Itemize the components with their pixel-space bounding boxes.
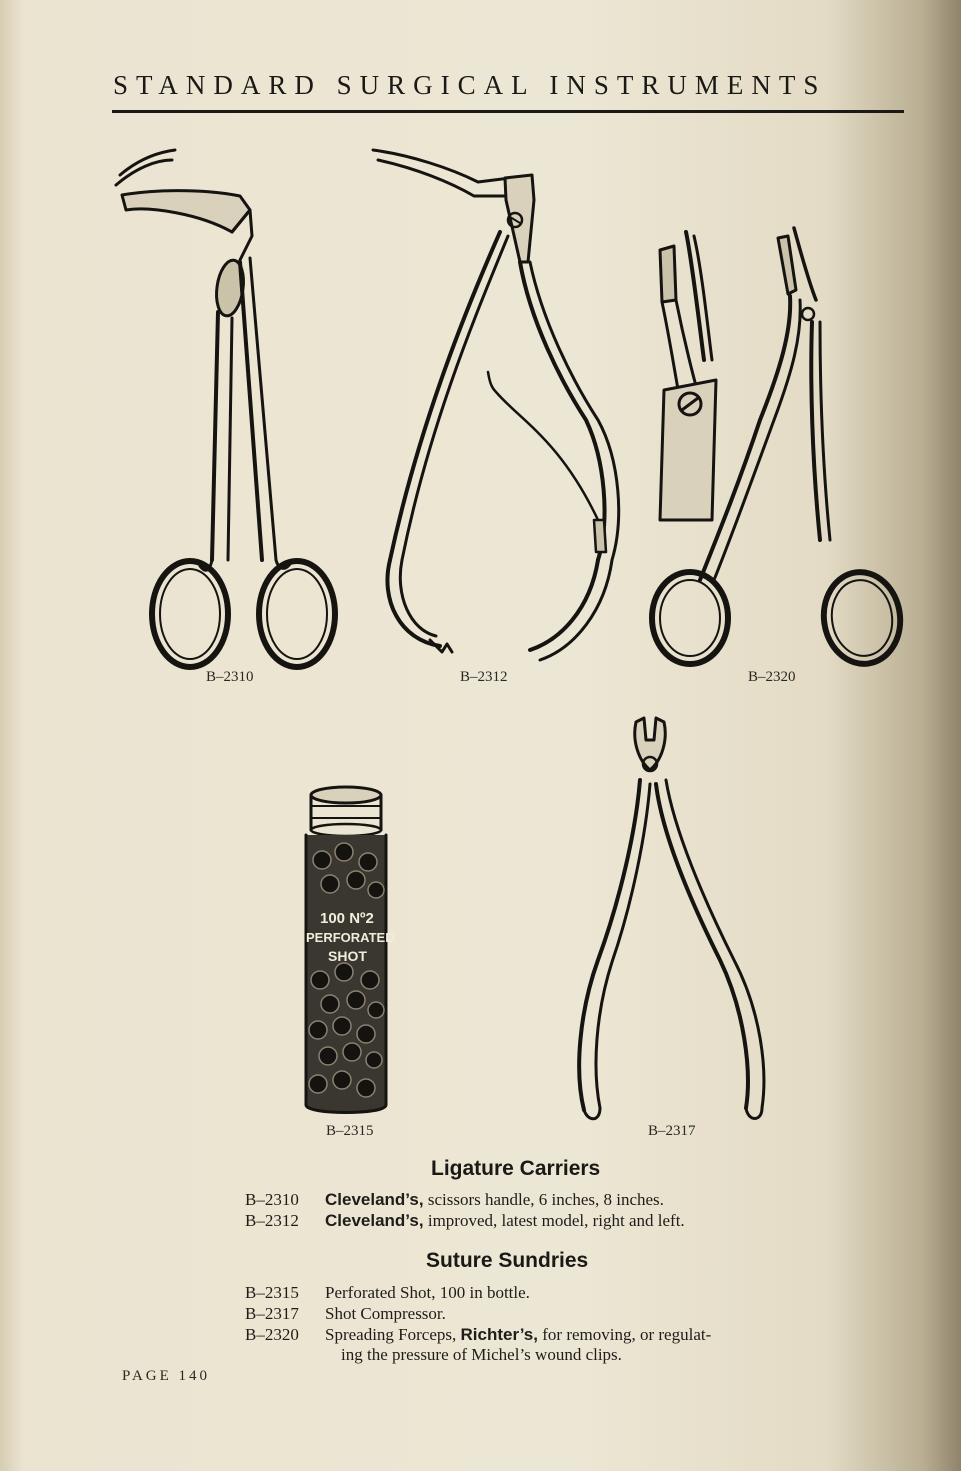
bottle-label-line3: SHOT: [328, 948, 367, 964]
page-number: PAGE 140: [122, 1368, 211, 1384]
section-title-ligature-carriers: Ligature Carriers: [431, 1157, 601, 1180]
entry-name: Richter’s,: [460, 1325, 538, 1344]
figure-caption-b2312: B–2312: [460, 669, 508, 685]
figure-caption-b2317: B–2317: [648, 1123, 696, 1139]
bottle-label-line2: PERFORATED: [306, 930, 395, 945]
ligature-carrier-improved-illustration: [373, 150, 619, 660]
entry-desc: Spreading Forceps,: [325, 1325, 461, 1344]
entry-desc: Shot Compressor.: [325, 1304, 446, 1323]
page-header: STANDARD SURGICAL INSTRUMENTS: [113, 70, 827, 100]
entry-b2312: [245, 1211, 685, 1231]
entry-desc: scissors handle, 6 inches, 8 inches.: [423, 1190, 664, 1209]
entry-name: Cleveland’s,: [325, 1190, 424, 1209]
entry-code: B–2312: [245, 1211, 299, 1230]
entry-b2310: [245, 1190, 664, 1210]
entry-code: B–2315: [245, 1283, 299, 1302]
figure-caption-b2310: B–2310: [206, 669, 254, 685]
entry-desc: improved, latest model, right and left.: [423, 1211, 685, 1230]
figure-caption-b2315: B–2315: [326, 1123, 374, 1139]
entry-desc-continued: ing the pressure of Michel’s wound clips.: [341, 1345, 622, 1364]
entry-desc: for removing, or regulat-: [538, 1325, 712, 1344]
ligature-carrier-scissors-illustration: [116, 150, 335, 667]
entry-b2315: [245, 1283, 530, 1303]
bottle-label-line1: 100 Nº2: [320, 910, 374, 927]
entry-code: B–2317: [245, 1304, 299, 1323]
figure-caption-b2320: B–2320: [748, 669, 796, 685]
entry-desc: Perforated Shot, 100 in bottle.: [325, 1283, 530, 1302]
spreading-forceps-detail-illustration: [660, 232, 716, 520]
entry-name: Cleveland’s,: [325, 1211, 424, 1230]
section-title-suture-sundries: Suture Sundries: [426, 1249, 589, 1272]
shot-compressor-illustration: [579, 718, 764, 1119]
entry-b2320: [245, 1325, 711, 1365]
entry-code: B–2310: [245, 1190, 299, 1209]
entry-b2317: [245, 1304, 446, 1324]
entry-code: B–2320: [245, 1325, 299, 1344]
